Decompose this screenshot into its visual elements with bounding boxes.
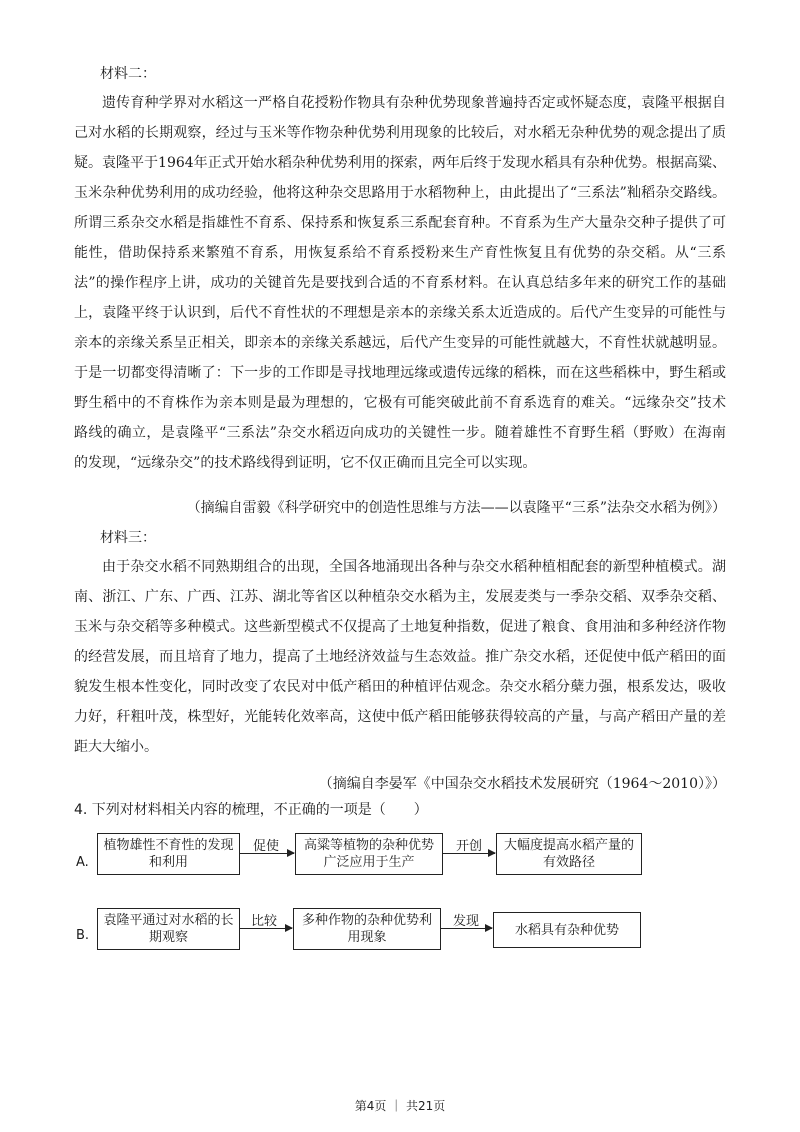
paragraph-line: 于是一切都变得清晰了：下一步的工作即是寻找地理远缘或遗传远缘的稻株，而在这些稻株中，野生稻或 [74, 365, 726, 381]
option-a-box-1: 植物雄性不育性的发现和利用 [97, 833, 240, 875]
paragraph-line: 貌发生根本性变化，同时改变了农民对中低产稻田的种植评估观念。杂交水稻分蘖力强，根系发达，吸收 [74, 679, 726, 695]
option-b-box-3: 水稻具有杂种优势 [493, 912, 641, 948]
option-a-arrow-2-label: 开创 [455, 839, 482, 854]
option-b-arrow-1-label: 比较 [250, 914, 277, 929]
paragraph-line: 的经营发展，而且培育了地力，提高了土地经济效益与生态效益。推广杂交水稻，还促使中低产稻田的面 [74, 649, 726, 665]
paragraph-line: 能性，借助保持系来繁殖不育系，用恢复系给不育系授粉来生产育性恢复且有优势的杂交稻。从“三系 [74, 245, 726, 261]
option-b-arrow-2-label: 发现 [452, 914, 479, 929]
paragraph-line: 所谓三系杂交水稻是指雄性不育系、保持系和恢复系三系配套育种。不育系为生产大量杂交种子提供了可 [74, 215, 726, 231]
paragraph-line: 上，袁隆平终于认识到，后代不育性状的不理想是亲本的亲缘关系太近造成的。后代产生变异的可能性与 [74, 305, 726, 321]
option-b-box-1: 袁隆平通过对水稻的长期观察 [97, 908, 240, 950]
material-3-source: （摘编自李晏军《中国杂交水稻技术发展研究（1964～2010）》） [318, 776, 726, 792]
paragraph-line: 疑。袁隆平于1964年正式开始水稻杂种优势利用的探索，两年后终于发现水稻具有杂种优势。根据高粱、 [74, 155, 726, 171]
option-a-letter: A. [76, 855, 89, 870]
paragraph-line: 路线的确立，是袁隆平“三系法”杂交水稻迈向成功的关键性一步。随着雄性不育野生稻（野败）在海南 [74, 425, 726, 441]
material-2-heading: 材料二： [100, 66, 156, 82]
paragraph-line: 距大大缩小。 [74, 739, 158, 755]
paragraph-line: 法”的操作程序上讲，成功的关键首先是要找到合适的不育系材料。在认真总结多年来的研究工作的基础 [74, 275, 726, 291]
material-2-paragraph [74, 88, 726, 478]
paragraph-line: 玉米与杂交稻等多种模式。这些新型模式不仅提高了土地复种指数，促进了粮食、食用油和多种经济作物 [74, 619, 726, 635]
option-a-box-2: 高粱等植物的杂种优势广泛应用于生产 [295, 833, 443, 875]
paragraph-line: 己对水稻的长期观察，经过与玉米等作物杂种优势利用现象的比较后，对水稻无杂种优势的观念提出了质 [74, 125, 726, 141]
page-number-footer: 第4页 ｜ 共21页 [354, 1099, 446, 1113]
paragraph-line: 的发现，“远缘杂交”的技术路线得到证明，它不仅正确而且完全可以实现。 [74, 455, 537, 471]
paragraph-line: 遗传育种学界对水稻这一严格自花授粉作物具有杂种优势现象普遍持否定或怀疑态度，袁隆平根据自 [102, 95, 726, 111]
question-4-stem: 4. 下列对材料相关内容的梳理，不正确的一项是（ ） [74, 802, 428, 818]
paragraph-line: 野生稻中的不育株作为亲本则是最为理想的，它极有可能突破此前不育系选育的难关。“远缘杂交”技术 [74, 395, 726, 411]
paragraph-line: 玉米杂种优势利用的成功经验，他将这种杂交思路用于水稻物种上，由此提出了“三系法”籼稻杂交路线。 [74, 185, 726, 201]
paragraph-line: 南、浙江、广东、广西、江苏、湖北等省区以种植杂交水稻为主，发展麦类与一季杂交稻、双季杂交稻、 [74, 589, 726, 605]
option-a-arrow-1-label: 促使 [252, 839, 279, 854]
option-a-box-3: 大幅度提高水稻产量的有效路径 [496, 833, 642, 875]
option-b-letter: B. [76, 928, 90, 943]
paragraph-line: 力好，秆粗叶茂，株型好，光能转化效率高，这使中低产稻田能够获得较高的产量，与高产稻田产量的差 [74, 709, 726, 725]
material-3-heading: 材料三： [100, 530, 156, 546]
paragraph-line: 由于杂交水稻不同熟期组合的出现，全国各地涌现出各种与杂交水稻种植相配套的新型种植模式。湖 [102, 559, 726, 575]
material-3-paragraph [74, 552, 726, 762]
material-2-source: （摘编自雷毅《科学研究中的创造性思维与方法——以袁隆平“三系”法杂交水稻为例》） [186, 500, 726, 516]
option-b-box-2: 多种作物的杂种优势利用现象 [293, 908, 441, 950]
paragraph-line: 亲本的亲缘关系呈正相关，即亲本的亲缘关系越远，后代产生变异的可能性就越大，不育性状就越明显。 [74, 335, 726, 351]
